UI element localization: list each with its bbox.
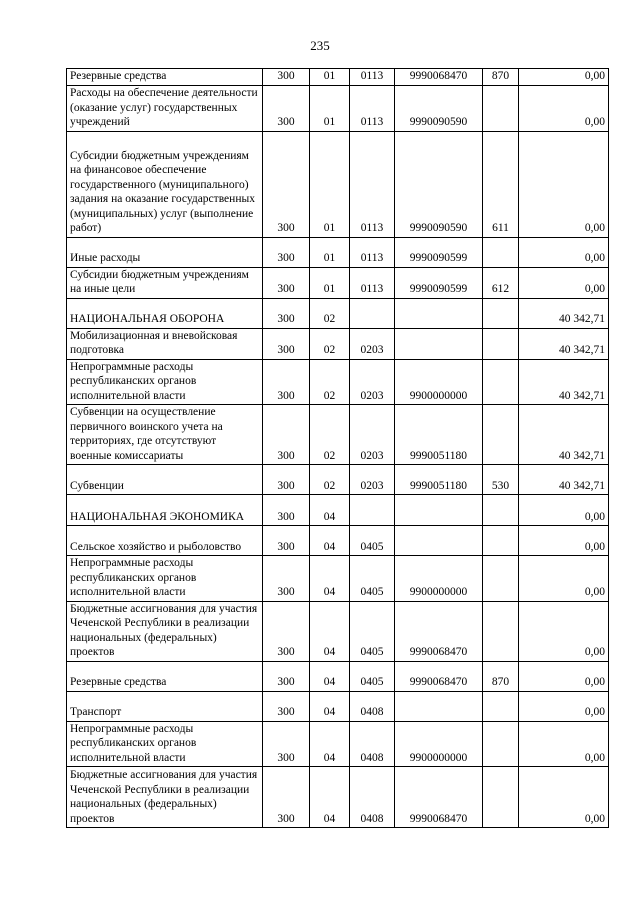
cell-expense-type: 870 [483,69,519,86]
cell-grbs: 300 [263,298,310,328]
table-row [67,526,609,556]
cell-subsection: 0113 [350,131,395,237]
cell-section: 04 [310,661,350,691]
cell-subsection: 0113 [350,69,395,86]
cell-section: 01 [310,85,350,131]
cell-amount: 0,00 [519,267,609,298]
cell-section: 04 [310,767,350,828]
cell-subsection: 0408 [350,721,395,767]
cell-subsection: 0408 [350,767,395,828]
cell-expense-type [483,767,519,828]
cell-section: 02 [310,405,350,465]
cell-amount: 40 342,71 [519,298,609,328]
cell-target-article [395,328,483,359]
cell-grbs: 300 [263,237,310,267]
cell-name: НАЦИОНАЛЬНАЯ ЭКОНОМИКА [67,495,263,526]
table-row [67,405,609,465]
cell-name: НАЦИОНАЛЬНАЯ ОБОРОНА [67,298,263,328]
cell-name: Непрограммные расходы республиканских органов исполнительной власти [67,721,263,767]
cell-subsection: 0405 [350,661,395,691]
cell-section: 01 [310,131,350,237]
table-row [67,495,609,526]
page-number: 235 [310,38,330,53]
table-row [67,131,609,237]
cell-expense-type: 611 [483,131,519,237]
cell-grbs: 300 [263,85,310,131]
cell-expense-type [483,526,519,556]
table-row [67,328,609,359]
cell-name: Транспорт [67,691,263,721]
cell-section: 04 [310,721,350,767]
cell-grbs: 300 [263,601,310,661]
cell-section: 02 [310,359,350,405]
table-row [67,601,609,661]
cell-grbs: 300 [263,359,310,405]
cell-amount: 0,00 [519,526,609,556]
cell-expense-type [483,405,519,465]
cell-grbs: 300 [263,405,310,465]
cell-grbs: 300 [263,556,310,602]
table-row [67,69,609,86]
cell-expense-type: 530 [483,465,519,495]
cell-amount: 0,00 [519,237,609,267]
cell-grbs: 300 [263,721,310,767]
cell-expense-type [483,298,519,328]
cell-section: 01 [310,69,350,86]
cell-target-article: 9990051180 [395,405,483,465]
cell-amount: 0,00 [519,556,609,602]
cell-expense-type: 870 [483,661,519,691]
cell-target-article: 9900000000 [395,359,483,405]
cell-expense-type [483,721,519,767]
cell-name: Субвенции на осуществление первичного воинского учета на территориях, где отсутствуют военные комиссариаты [67,405,263,465]
cell-expense-type [483,556,519,602]
cell-section: 02 [310,298,350,328]
table-row [67,721,609,767]
cell-target-article: 9990090590 [395,131,483,237]
cell-subsection: 0203 [350,359,395,405]
cell-subsection: 0203 [350,405,395,465]
cell-grbs: 300 [263,526,310,556]
cell-section: 02 [310,465,350,495]
cell-name: Субсидии бюджетным учреждениям на иные цели [67,267,263,298]
cell-target-article: 9990068470 [395,767,483,828]
cell-amount: 0,00 [519,691,609,721]
cell-amount: 0,00 [519,85,609,131]
cell-target-article: 9990090599 [395,237,483,267]
cell-amount: 0,00 [519,661,609,691]
cell-amount: 40 342,71 [519,359,609,405]
cell-name: Иные расходы [67,237,263,267]
cell-target-article [395,298,483,328]
cell-name: Непрограммные расходы республиканских органов исполнительной власти [67,359,263,405]
cell-section: 01 [310,267,350,298]
cell-section: 04 [310,556,350,602]
cell-subsection: 0405 [350,601,395,661]
cell-expense-type [483,328,519,359]
cell-amount: 0,00 [519,721,609,767]
cell-grbs: 300 [263,267,310,298]
table-row [67,267,609,298]
cell-grbs: 300 [263,495,310,526]
table-row [67,767,609,828]
table-row [67,661,609,691]
cell-section: 01 [310,237,350,267]
cell-section: 04 [310,526,350,556]
cell-amount: 0,00 [519,601,609,661]
table-row [67,465,609,495]
cell-target-article: 9990051180 [395,465,483,495]
cell-section: 04 [310,601,350,661]
cell-subsection: 0113 [350,267,395,298]
cell-grbs: 300 [263,661,310,691]
cell-section: 04 [310,691,350,721]
cell-name: Расходы на обеспечение деятельности (оказание услуг) государственных учреждений [67,85,263,131]
cell-subsection [350,495,395,526]
cell-grbs: 300 [263,691,310,721]
cell-name: Бюджетные ассигнования для участия Чеченской Республики в реализации национальных (федеральных) проектов [67,601,263,661]
cell-expense-type [483,237,519,267]
cell-amount: 0,00 [519,495,609,526]
table-row [67,85,609,131]
cell-expense-type [483,601,519,661]
table-row [67,556,609,602]
cell-subsection [350,298,395,328]
cell-expense-type [483,85,519,131]
cell-name: Субсидии бюджетным учреждениям на финансовое обеспечение государственного (муниципального) задания на оказание государственных (муниципальных) услуг (выполнение работ) [67,131,263,237]
cell-subsection: 0203 [350,328,395,359]
cell-name: Резервные средства [67,661,263,691]
cell-amount: 0,00 [519,69,609,86]
table-row [67,359,609,405]
cell-name: Бюджетные ассигнования для участия Чеченской Республики в реализации национальных (федеральных) проектов [67,767,263,828]
cell-amount: 0,00 [519,767,609,828]
cell-expense-type [483,359,519,405]
cell-target-article: 9990090590 [395,85,483,131]
cell-amount: 40 342,71 [519,405,609,465]
cell-name: Сельское хозяйство и рыболовство [67,526,263,556]
cell-target-article [395,691,483,721]
cell-name: Непрограммные расходы республиканских органов исполнительной власти [67,556,263,602]
cell-grbs: 300 [263,328,310,359]
cell-target-article: 9990068470 [395,69,483,86]
cell-amount: 40 342,71 [519,328,609,359]
cell-subsection: 0113 [350,237,395,267]
cell-subsection: 0408 [350,691,395,721]
cell-target-article: 9990068470 [395,601,483,661]
cell-target-article: 9900000000 [395,721,483,767]
cell-expense-type [483,495,519,526]
cell-subsection: 0405 [350,556,395,602]
cell-name: Мобилизационная и вневойсковая подготовка [67,328,263,359]
cell-subsection: 0203 [350,465,395,495]
cell-amount: 40 342,71 [519,465,609,495]
cell-target-article: 9990068470 [395,661,483,691]
table-row [67,237,609,267]
cell-amount: 0,00 [519,131,609,237]
budget-table [66,68,609,828]
cell-subsection: 0113 [350,85,395,131]
table-row [67,691,609,721]
table-row [67,298,609,328]
cell-target-article [395,495,483,526]
cell-grbs: 300 [263,69,310,86]
cell-name: Резервные средства [67,69,263,86]
cell-section: 02 [310,328,350,359]
cell-target-article [395,526,483,556]
cell-grbs: 300 [263,465,310,495]
cell-name: Субвенции [67,465,263,495]
cell-grbs: 300 [263,767,310,828]
cell-expense-type [483,691,519,721]
cell-target-article: 9990090599 [395,267,483,298]
cell-section: 04 [310,495,350,526]
cell-subsection: 0405 [350,526,395,556]
cell-grbs: 300 [263,131,310,237]
cell-target-article: 9900000000 [395,556,483,602]
cell-expense-type: 612 [483,267,519,298]
